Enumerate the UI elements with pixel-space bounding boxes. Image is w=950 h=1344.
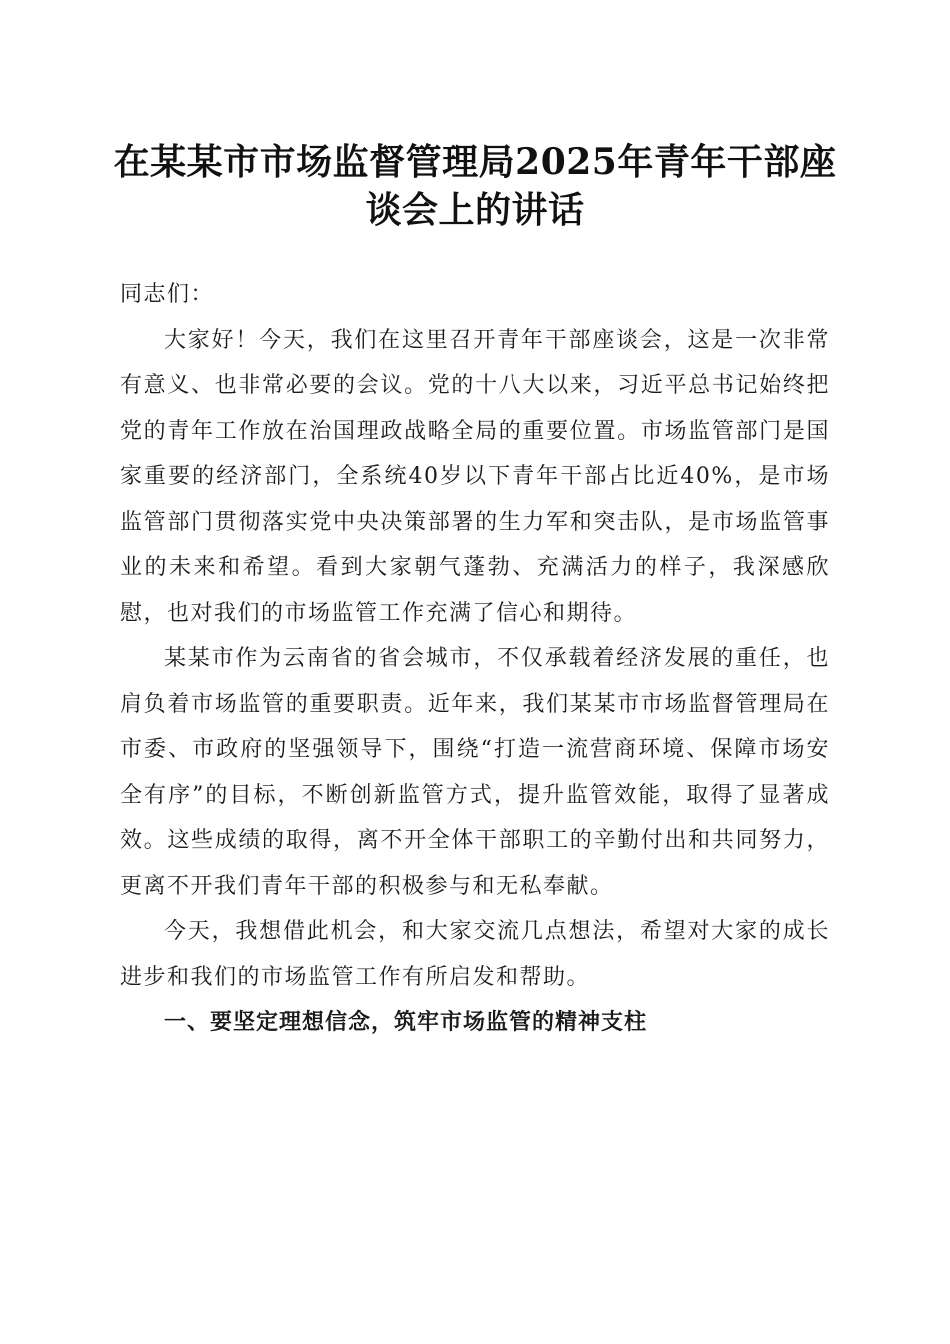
title-line-2: 谈会上的讲话	[365, 189, 585, 231]
paragraph-2: 某某市作为云南省的省会城市，不仅承载着经济发展的重任，也肩负着市场监管的重要职责。近年来，我们某某市市场监督管理局在市委、市政府的坚强领导下，围绕“打造一流营商环境、保障市场安全有序”的目标，不断创新监管方式，提升监管效能，取得了显著成效。这些成绩的取得，离不开全体干部职工的辛勤付出和共同努力，更离不开我们青年干部的积极参与和无私奉献。	[120, 646, 830, 899]
document-title	[110, 138, 840, 234]
paragraph-1: 大家好！今天，我们在这里召开青年干部座谈会，这是一次非常有意义、也非常必要的会议。党的十八大以来，习近平总书记始终把党的青年工作放在治国理政战略全局的重要位置。市场监管部门是国家重要的经济部门，全系统40岁以下青年干部占比近40%，是市场监管部门贯彻落实党中央决策部署的生力军和突击队，是市场监管事业的未来和希望。看到大家朝气蓬勃、充满活力的样子，我深感欣慰，也对我们的市场监管工作充满了信心和期待。	[120, 327, 830, 626]
section-heading-1: 一、要坚定理想信念，筑牢市场监管的精神支柱	[164, 1010, 648, 1035]
paragraph-3: 今天，我想借此机会，和大家交流几点想法，希望对大家的成长进步和我们的市场监管工作有所启发和帮助。	[120, 919, 830, 990]
document-body	[120, 272, 830, 1046]
title-line-1: 在某某市市场监督管理局2025年青年干部座	[113, 141, 837, 183]
salutation: 同志们：	[120, 282, 215, 307]
